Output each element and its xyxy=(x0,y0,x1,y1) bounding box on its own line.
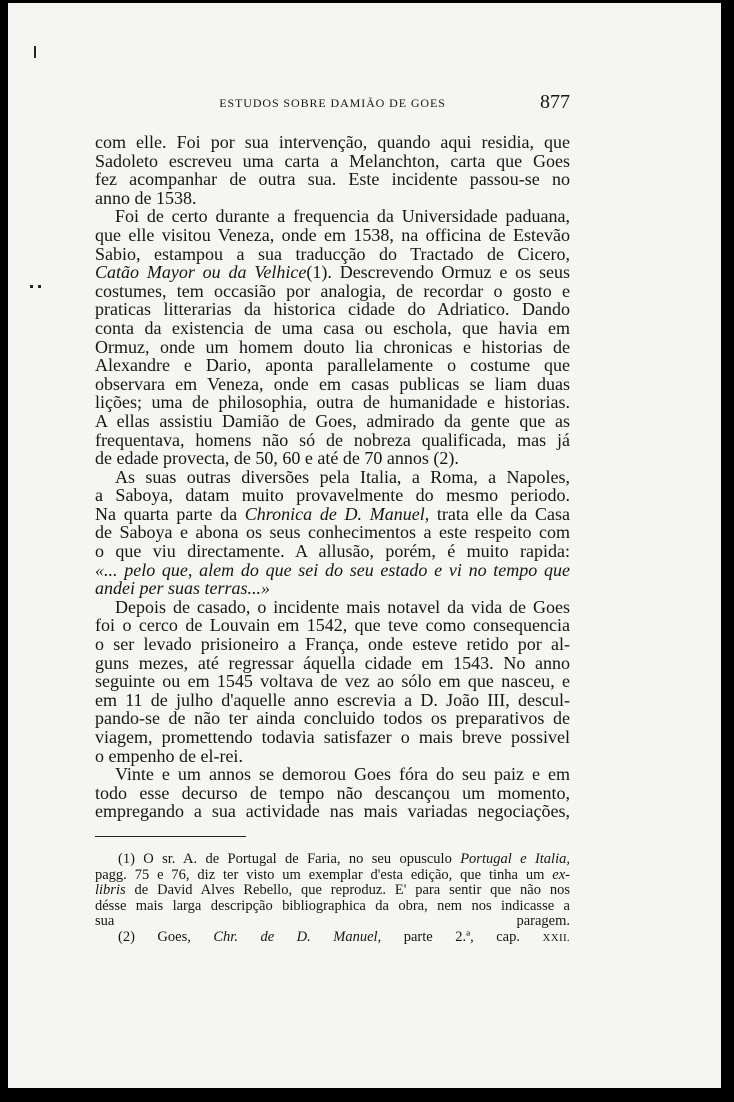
body-text xyxy=(95,133,570,821)
text-line: As suas outras diversões pela Italia, a Roma, a Napoles, xyxy=(115,466,570,487)
text-line: lições; uma de philosophia, outra de humanidade e historias. xyxy=(95,392,570,413)
text-line: de Saboya e abona os seus conhecimentos a este respeito com xyxy=(95,522,570,543)
text-line xyxy=(95,263,570,282)
text-line: A ellas assistiu Damião de Goes, admirado da gente que as xyxy=(95,410,570,431)
footnote-line: désse mais larga descripção bibliographica da obra, nem nos indicasse a xyxy=(95,897,570,914)
text-line: frequentava, homens não só de nobreza qualificada, mas já xyxy=(95,429,570,450)
text-line: costumes, tem occasião por analogia, de recordar o gosto e xyxy=(95,280,570,301)
text-line: o que viu directamente. A allusão, porém, é muito rapida: xyxy=(95,541,570,562)
text-line: guns mezes, até regressar áquella cidade em 1543. No anno xyxy=(95,652,570,673)
text-line: o empenho de el-rei. xyxy=(95,745,243,766)
footnote-line xyxy=(95,868,570,884)
text-line: o ser levado prisioneiro a França, onde esteve retido por al- xyxy=(95,634,570,655)
text-line: observara em Veneza, onde em casas publicas se liam duas xyxy=(95,373,570,394)
text-segment: pagg. 75 e 76, diz ter visto um exemplar d'esta edição, que tinha um xyxy=(95,866,553,883)
text-line xyxy=(95,505,570,524)
text-line: foi o cerco de Louvain em 1542, que teve como consequencia xyxy=(95,615,570,636)
footnotes xyxy=(95,852,570,946)
italic-title-segment: Chr. de D. Manuel, xyxy=(213,928,382,945)
footnote-1 xyxy=(95,852,570,930)
footnote-2 xyxy=(95,930,570,946)
quotation-line: andei per suas terras...» xyxy=(95,578,270,599)
text-line: de edade provecta, de 50, 60 e até de 70 annos (2). xyxy=(95,448,459,469)
text-segment: (1) O sr. A. de Portugal de Faria, no seu opusculo xyxy=(118,851,461,867)
text-line: todo esse decurso de tempo não descançou um momento, xyxy=(95,782,570,803)
text-line: fez acompanhar de outra sua. Este incidente passou-se no xyxy=(95,169,570,190)
scan-speck xyxy=(38,285,41,288)
scan-speck xyxy=(30,285,33,288)
footnote-rule xyxy=(95,836,246,837)
text-line: conta da existencia de uma casa ou eschola, que havia em xyxy=(95,317,570,338)
text-line: que elle visitou Veneza, onde em 1538, na officina de Estevão xyxy=(95,224,570,245)
italic-title-segment: Chronica de D. Manuel, xyxy=(244,503,430,524)
scan-speck xyxy=(34,46,36,58)
italic-title-segment: Portugal e Italia, xyxy=(460,851,570,867)
text-segment: (2) Goes, xyxy=(118,928,214,945)
text-line: Sabio, estampou a sua traducção do Tractado de Cicero, xyxy=(95,243,570,264)
paragraph xyxy=(95,207,570,467)
text-segment: (1). Descrevendo Ormuz e os seus xyxy=(306,262,571,283)
text-line: seguinte ou em 1545 voltava de vez ao sólo em que nasceu, e xyxy=(95,671,570,692)
italic-segment: libris xyxy=(95,882,126,899)
text-segment: de David Alves Rebello, que reproduz. E' para sentir que não nos xyxy=(125,882,570,899)
text-line: Foi de certo durante a frequencia da Universidade paduana, xyxy=(115,206,570,227)
footnote-line: sua paragem. xyxy=(95,913,570,930)
quotation-line: «... pelo que, alem do que sei do seu estado e vi no tempo que xyxy=(95,559,570,580)
text-line: praticas litterarias da historica cidade do Adriatico. Dando xyxy=(95,299,570,320)
italic-title-segment: Catão Mayor ou da Velhice xyxy=(95,262,307,283)
text-line: Vinte e um annos se demorou Goes fóra do seu paiz e em xyxy=(115,764,570,785)
paragraph xyxy=(95,765,570,821)
paragraph xyxy=(95,598,570,765)
text-line: a Saboya, datam muito provavelmente do mesmo periodo. xyxy=(95,485,570,506)
text-line: em 11 de julho d'aquelle anno escrevia a D. João III, descul- xyxy=(95,689,570,710)
text-line: pando-se de não ter ainda concluido todos os preparativos de xyxy=(95,708,570,729)
footnote-line xyxy=(95,883,570,899)
paragraph xyxy=(95,468,570,598)
page-number: 877 xyxy=(540,91,570,113)
chapter-numeral: XXII. xyxy=(542,931,570,944)
text-segment: trata elle da Casa xyxy=(429,503,570,524)
footnote-line xyxy=(95,930,570,946)
text-line: viagem, promettendo todavia satisfazer o mais breve possivel xyxy=(95,727,570,747)
text-line: Alexandre e Dario, aponta parallelamente o costume que xyxy=(95,355,570,376)
footnote-line xyxy=(95,852,570,868)
text-line: Ormuz, onde um homem douto lia chronicas e historias de xyxy=(95,336,570,357)
text-line: Sadoleto escreveu uma carta a Melanchton, carta que Goes xyxy=(95,150,570,171)
text-line: Depois de casado, o incidente mais notavel da vida de Goes xyxy=(115,596,570,617)
text-line: anno de 1538. xyxy=(95,187,197,208)
text-line: empregando a sua actividade nas mais variadas negociações, xyxy=(95,801,570,822)
italic-segment: ex- xyxy=(552,866,570,883)
paragraph xyxy=(95,133,570,207)
text-line: com elle. Foi por sua intervenção, quando aqui residia, que xyxy=(95,132,570,152)
running-title: ESTUDOS SOBRE DAMIÃO DE GOES xyxy=(219,96,446,110)
text-segment: parte 2.ª, cap. xyxy=(381,928,543,945)
text-segment: Na quarta parte da xyxy=(95,503,245,524)
